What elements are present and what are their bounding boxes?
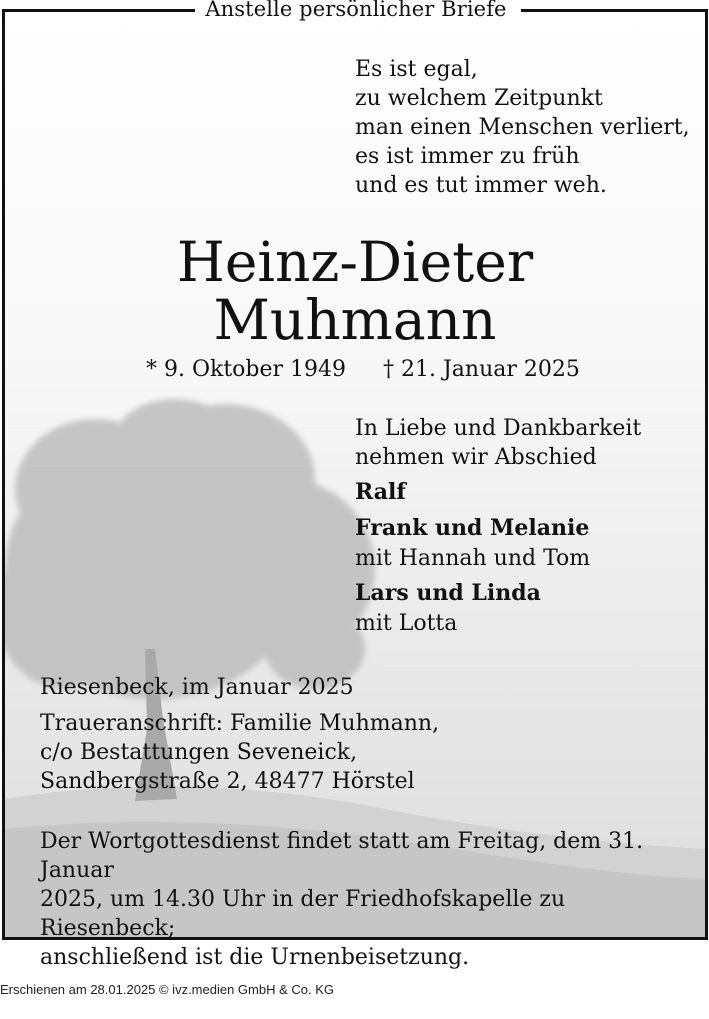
address-line: Sandbergstraße 2, 48477 Hörstel — [40, 769, 415, 794]
service-line: Der Wortgottesdienst findet statt am Freitag, dem 31. Januar — [40, 829, 644, 883]
service-line: 2025, um 14.30 Uhr in der Friedhofskapelle zu Riesenbeck; — [40, 887, 566, 941]
address-line: Traueranschrift: Familie Muhmann, — [40, 711, 440, 736]
poem — [355, 55, 700, 200]
poem-line: und es tut immer weh. — [355, 173, 607, 198]
mourners-intro-line: nehmen wir Abschied — [355, 445, 597, 470]
obituary-frame — [2, 0, 708, 970]
address-line: c/o Bestattungen Seveneick, — [40, 740, 358, 765]
mourners-block — [355, 414, 700, 638]
mourner-sub: mit Lotta — [355, 611, 458, 636]
tree-crown — [5, 399, 375, 699]
poem-line: Es ist egal, — [355, 57, 478, 82]
mourner-name: Frank und Melanie — [355, 515, 590, 541]
death-date: † 21. Januar 2025 — [383, 357, 580, 382]
deceased-first-name: Heinz-Dieter — [176, 230, 534, 294]
service-line: anschließend ist die Urnenbeisetzung. — [40, 945, 470, 970]
mourner-sub: mit Hannah und Tom — [355, 546, 591, 571]
poem-line: es ist immer zu früh — [355, 144, 580, 169]
mourner-name: Ralf — [355, 479, 406, 505]
deceased-last-name: Muhmann — [213, 288, 497, 352]
mourning-address — [40, 709, 439, 796]
poem-line: man einen Menschen verliert, — [355, 115, 690, 140]
mourners-intro-line: In Liebe und Dankbarkeit — [355, 416, 642, 441]
publication-footer: Erschienen am 28.01.2025 © ivz.medien GmbH & Co. KG — [0, 982, 335, 997]
header-label: Anstelle persönlicher Briefe — [205, 0, 507, 21]
place-date: Riesenbeck, im Januar 2025 — [40, 675, 354, 700]
birth-date: * 9. Oktober 1949 — [146, 357, 347, 382]
mourner-name: Lars und Linda — [355, 580, 541, 606]
poem-line: zu welchem Zeitpunkt — [355, 86, 603, 111]
service-info — [40, 827, 690, 972]
